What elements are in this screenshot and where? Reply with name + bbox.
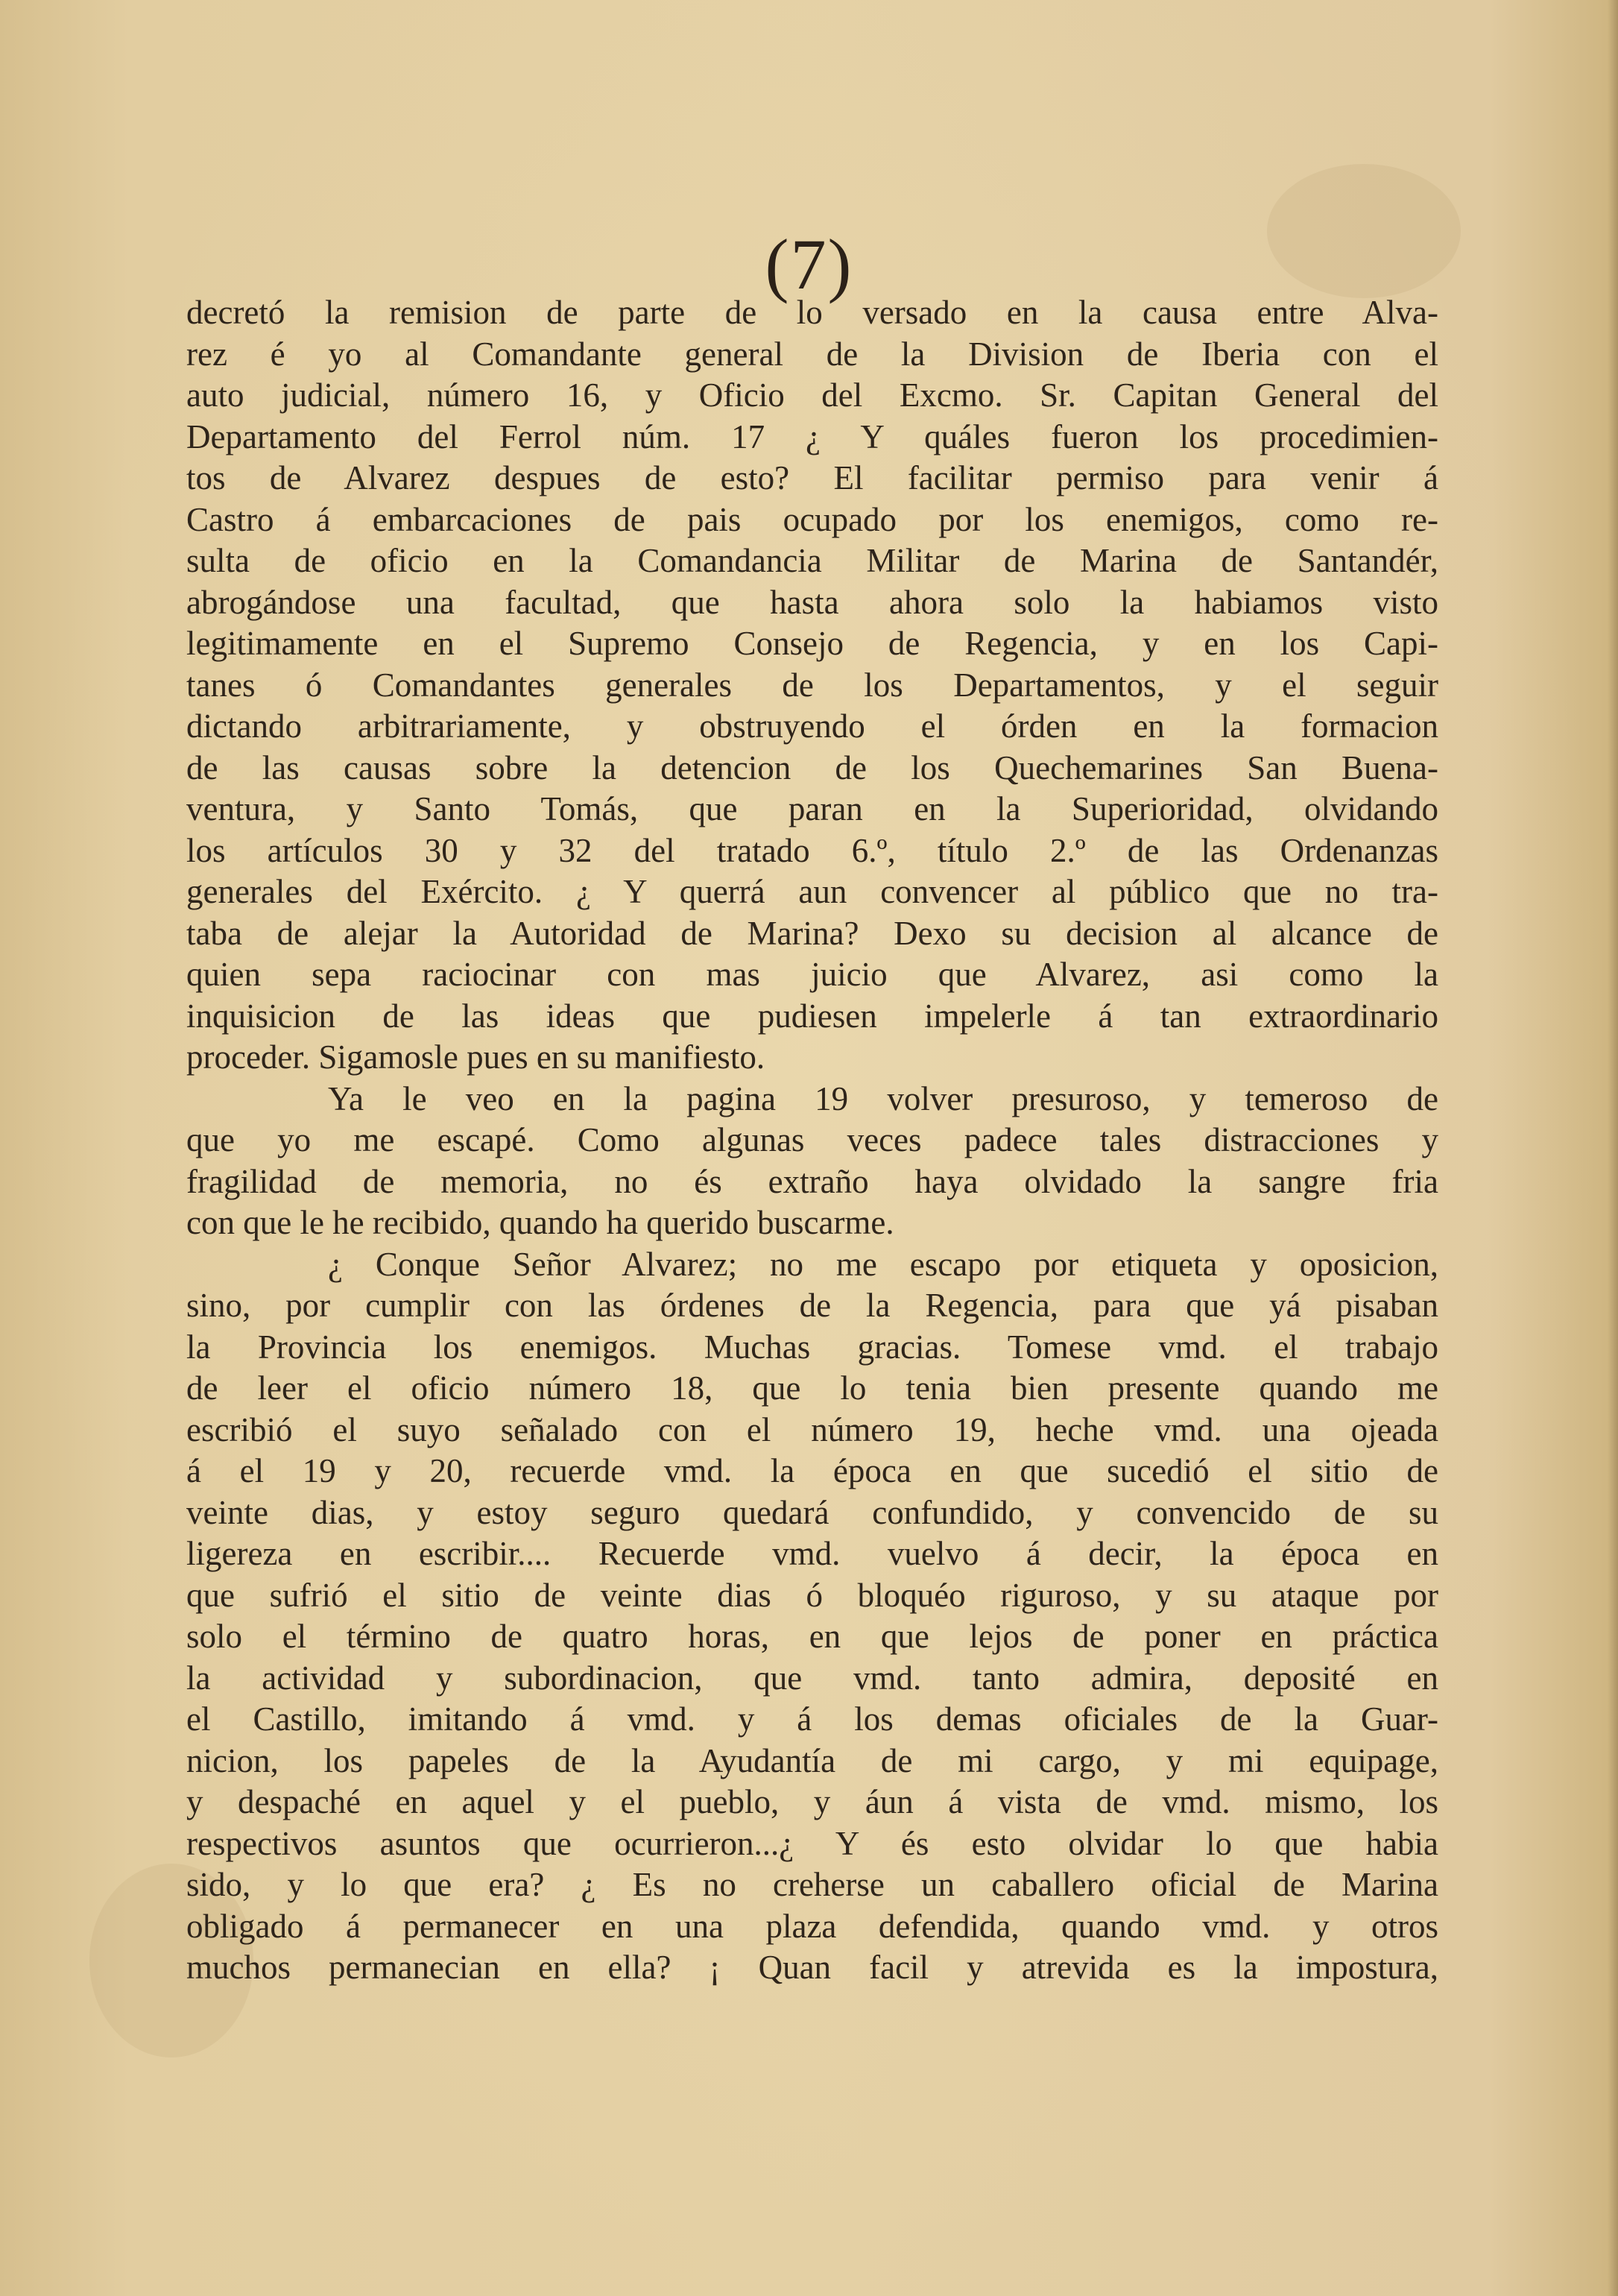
text-line: ventura, y Santo Tomás, que paran en la Superioridad, olvidando [186, 790, 1438, 827]
text-line: legitimamente en el Supremo Consejo de Regencia, y en los Capi- [186, 625, 1438, 662]
text-line: abrogándose una facultad, que hasta ahora solo la habiamos visto [186, 583, 1438, 621]
text-line: proceder. Sigamosle pues en su manifiesto. [186, 1038, 765, 1076]
text-line: solo el término de quatro horas, en que lejos de poner en práctica [186, 1618, 1438, 1655]
text-line: Castro á embarcaciones de pais ocupado por los enemigos, como re- [186, 500, 1438, 538]
text-line: dictando arbitrariamente, y obstruyendo el órden en la formacion [186, 707, 1438, 745]
text-line: nicion, los papeles de la Ayudantía de mi cargo, y mi equipage, [186, 1741, 1438, 1779]
text-line: Departamento del Ferrol núm. 17 ¿ Y quáles fueron los procedimien- [186, 417, 1438, 455]
text-line: á el 19 y 20, recuerde vmd. la época en que sucedió el sitio de [186, 1452, 1438, 1489]
text-line: generales del Exército. ¿ Y querrá aun convencer al público que no tra- [186, 873, 1438, 910]
text-line: la actividad y subordinacion, que vmd. tanto admira, deposité en [186, 1659, 1438, 1697]
text-line: fragilidad de memoria, no és extraño haya olvidado la sangre fria [186, 1162, 1438, 1200]
text-line: veinte dias, y estoy seguro quedará confundido, y convencido de su [186, 1493, 1438, 1531]
text-line: obligado á permanecer en una plaza defendida, quando vmd. y otros [186, 1907, 1438, 1945]
text-line: de las causas sobre la detencion de los Quechemarines San Buena- [186, 748, 1438, 786]
text-line: la Provincia los enemigos. Muchas gracias. Tomese vmd. el trabajo [186, 1328, 1438, 1366]
text-line: inquisicion de las ideas que pudiesen impelerle á tan extraordinario [186, 997, 1438, 1035]
page-number: (7) [765, 224, 853, 304]
text-line: de leer el oficio número 18, que lo tenia bien presente quando me [186, 1369, 1438, 1407]
body-text [186, 292, 1438, 1989]
text-line: tanes ó Comandantes generales de los Departamentos, y el seguir [186, 666, 1438, 704]
text-line: que yo me escapé. Como algunas veces padece tales distracciones y [186, 1121, 1438, 1158]
text-line: que sufrió el sitio de veinte dias ó bloquéo riguroso, y su ataque por [186, 1576, 1438, 1614]
text-line: muchos permanecian en ella? ¡ Quan facil y atrevida es la impostura, [186, 1949, 1438, 1986]
text-line: los artículos 30 y 32 del tratado 6.º, título 2.º de las Ordenanzas [186, 831, 1438, 869]
text-line: taba de alejar la Autoridad de Marina? Dexo su decision al alcance de [186, 914, 1438, 952]
text-line: con que le he recibido, quando ha querido buscarme. [186, 1204, 894, 1241]
text-line: sulta de oficio en la Comandancia Militar de Marina de Santandér, [186, 542, 1438, 579]
text-line: ligereza en escribir.... Recuerde vmd. vuelvo á decir, la época en [186, 1535, 1438, 1572]
text-line: sido, y lo que era? ¿ Es no creherse un caballero oficial de Marina [186, 1866, 1438, 1903]
page-edge-shadow [1608, 0, 1618, 2296]
text-line: auto judicial, número 16, y Oficio del Excmo. Sr. Capitan General del [186, 376, 1438, 414]
text-line: rez é yo al Comandante general de la Division de Iberia con el [186, 335, 1438, 373]
text-line: sino, por cumplir con las órdenes de la Regencia, para que yá pisaban [186, 1287, 1438, 1324]
text-line: decretó la remision de parte de lo versado en la causa entre Alva- [186, 294, 1438, 331]
text-line: ¿ Conque Señor Alvarez; no me escapo por etiqueta y oposicion, [328, 1245, 1438, 1283]
text-line: escribió el suyo señalado con el número 19, heche vmd. una ojeada [186, 1410, 1438, 1448]
text-line: tos de Alvarez despues de esto? El facilitar permiso para venir á [186, 459, 1438, 496]
text-line: y despaché en aquel y el pueblo, y áun á vista de vmd. mismo, los [186, 1783, 1438, 1820]
text-line: Ya le veo en la pagina 19 volver presuroso, y temeroso de [328, 1079, 1438, 1117]
text-line: el Castillo, imitando á vmd. y á los demas oficiales de la Guar- [186, 1700, 1438, 1738]
text-line: quien sepa raciocinar con mas juicio que Alvarez, asi como la [186, 956, 1438, 993]
text-line: respectivos asuntos que ocurrieron...¿ Y és esto olvidar lo que habia [186, 1824, 1438, 1862]
